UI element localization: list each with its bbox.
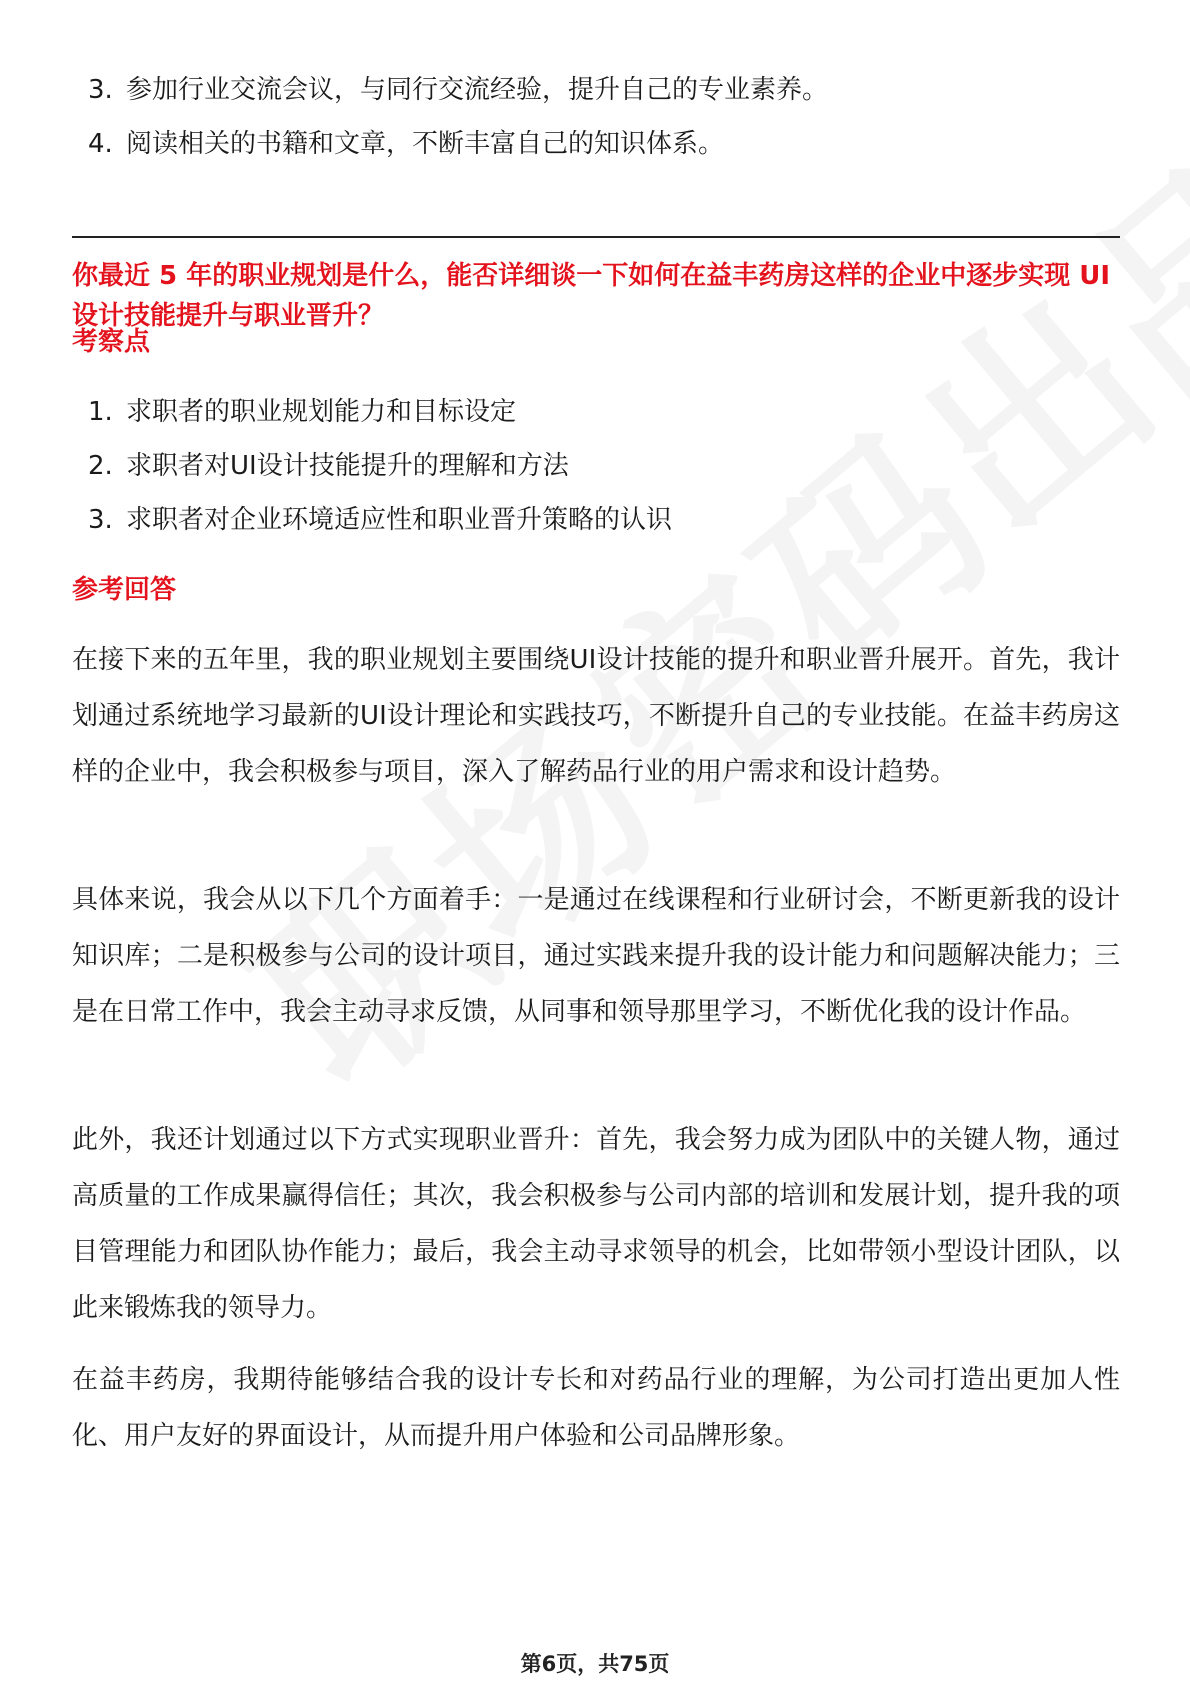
- answer-paragraph: 具体来说，我会从以下几个方面着手：一是通过在线课程和行业研讨会，不断更新我的设计知识库；二是积极参与公司的设计项目，通过实践来提升我的设计能力和问题解决能力；三是在日常工作中，我会主动寻求反馈，从同事和领导那里学习，不断优化我的设计作品。: [72, 885, 1120, 1027]
- answer-paragraph: 此外，我还计划通过以下方式实现职业晋升：首先，我会努力成为团队中的关键人物，通过高质量的工作成果赢得信任；其次，我会积极参与公司内部的培训和发展计划，提升我的项目管理能力和团队协作能力；最后，我会主动寻求领导的机会，比如带领小型设计团队，以此来锻炼我的领导力。: [72, 1125, 1120, 1323]
- list-item: [88, 126, 724, 162]
- answer-paragraph: 在接下来的五年里，我的职业规划主要围绕UI设计技能的提升和职业晋升展开。首先，我计划通过系统地学习最新的UI设计理论和实践技巧，不断提升自己的专业技能。在益丰药房这样的企业中，我会积极参与项目，深入了解药品行业的用户需求和设计趋势。: [72, 645, 1120, 787]
- answer-title: 参考回答: [72, 575, 177, 605]
- list-number: 3.: [88, 75, 113, 105]
- assessment-title: 考察点: [72, 327, 151, 357]
- answer-paragraph: 在益丰药房，我期待能够结合我的设计专长和对药品行业的理解，为公司打造出更加人性化、用户友好的界面设计，从而提升用户体验和公司品牌形象。: [72, 1365, 1120, 1451]
- list-item: [88, 394, 516, 430]
- question-heading: 你最近 5 年的职业规划是什么，能否详细谈一下如何在益丰药房这样的企业中逐步实现 UI 设计技能提升与职业晋升？: [72, 261, 1111, 331]
- list-number: 1.: [88, 397, 113, 427]
- list-text: 参加行业交流会议，与同行交流经验，提升自己的专业素养。: [126, 75, 829, 105]
- list-text: 求职者对UI设计技能提升的理解和方法: [126, 451, 569, 481]
- list-text: 求职者的职业规划能力和目标设定: [126, 397, 517, 427]
- list-text: 求职者对企业环境适应性和职业晋升策略的认识: [126, 505, 673, 535]
- list-number: 2.: [88, 451, 113, 481]
- list-item: [88, 72, 828, 108]
- list-number: 3.: [88, 505, 113, 535]
- page-number: 第6页，共75页: [520, 1652, 670, 1676]
- section-divider: [72, 236, 1120, 238]
- list-text: 阅读相关的书籍和文章，不断丰富自己的知识体系。: [126, 129, 725, 159]
- list-item: [88, 448, 569, 484]
- list-item: [88, 502, 672, 538]
- list-number: 4.: [88, 129, 113, 159]
